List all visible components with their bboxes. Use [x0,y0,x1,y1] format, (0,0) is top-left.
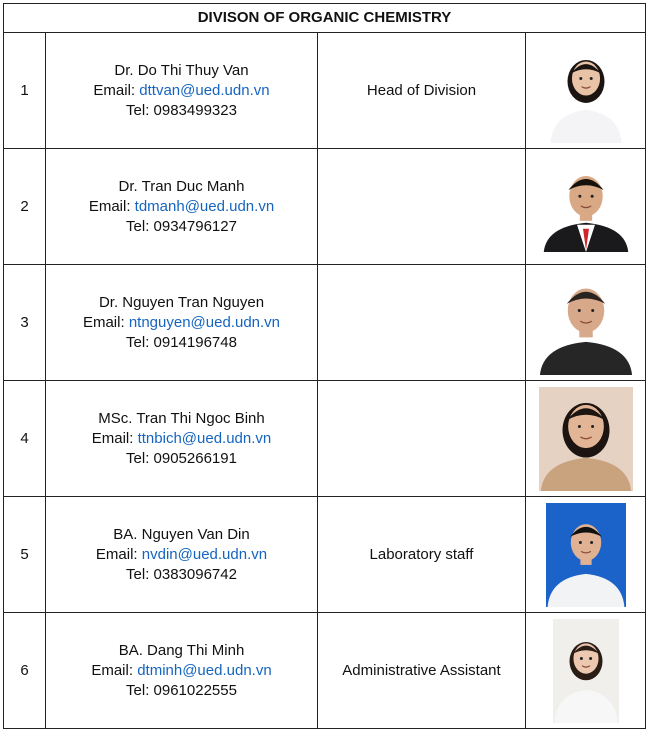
phone-number: 0383096742 [153,565,237,583]
photo-cell [526,265,646,381]
contact-cell [46,497,318,613]
email-line [46,197,317,217]
table-row [4,33,646,149]
table-row [4,613,646,729]
email-label: Email: [93,81,136,99]
portrait-man-shirt-icon [546,503,626,607]
portrait-photo [538,271,634,375]
role-cell: Head of Division [318,33,526,149]
portrait-photo [553,619,619,723]
member-name: Dr. Do Thi Thuy Van [114,61,249,79]
staff-table [3,3,646,729]
portrait-photo [539,387,633,491]
phone-number: 0934796127 [153,217,237,235]
phone-number: 0914196748 [153,333,237,351]
table-row [4,149,646,265]
email-label: Email: [88,197,131,215]
member-name: BA. Nguyen Van Din [113,525,250,543]
tel-label: Tel: [126,449,150,467]
table-row [4,381,646,497]
row-number: 1 [4,33,46,149]
portrait-woman-icon [549,39,623,143]
role-cell [318,149,526,265]
photo-cell [526,613,646,729]
email-line [46,81,317,101]
member-name: BA. Dang Thi Minh [118,641,245,659]
phone-line [46,565,317,585]
row-number: 4 [4,381,46,497]
portrait-photo [542,162,630,252]
portrait-man-jacket-icon [538,271,634,375]
portrait-woman-icon [539,387,633,491]
email-label: Email: [95,545,138,563]
portrait-photo [546,503,626,607]
phone-number: 0983499323 [153,101,237,119]
role-cell: Laboratory staff [318,497,526,613]
portrait-woman-icon [553,619,619,723]
contact-cell [46,33,318,149]
table-title: DIVISON OF ORGANIC CHEMISTRY [4,4,646,33]
phone-line [46,217,317,237]
email-line [46,429,317,449]
email-link[interactable]: nvdin@ued.udn.vn [141,545,268,563]
phone-number: 0961022555 [153,681,237,699]
contact-cell [46,381,318,497]
email-line [46,313,317,333]
email-line [46,661,317,681]
email-link[interactable]: ttnbich@ued.udn.vn [137,429,272,447]
email-label: Email: [91,661,134,679]
row-number: 2 [4,149,46,265]
contact-cell [46,613,318,729]
email-link[interactable]: ntnguyen@ued.udn.vn [128,313,281,331]
role-cell: Administrative Assistant [318,613,526,729]
contact-cell [46,149,318,265]
photo-cell [526,381,646,497]
photo-cell [526,497,646,613]
table-row [4,265,646,381]
email-link[interactable]: dttvan@ued.udn.vn [139,81,270,99]
email-label: Email: [91,429,134,447]
portrait-man-suit-icon [542,162,630,252]
row-number: 5 [4,497,46,613]
email-link[interactable]: tdmanh@ued.udn.vn [134,197,275,215]
member-name: Dr. Nguyen Tran Nguyen [98,293,265,311]
tel-label: Tel: [126,333,150,351]
phone-line [46,333,317,353]
phone-line [46,681,317,701]
tel-label: Tel: [126,681,150,699]
member-name: Dr. Tran Duc Manh [118,177,245,195]
email-link[interactable]: dtminh@ued.udn.vn [137,661,272,679]
photo-cell [526,33,646,149]
table-row [4,497,646,613]
phone-line [46,449,317,469]
tel-label: Tel: [126,217,150,235]
email-label: Email: [82,313,125,331]
row-number: 3 [4,265,46,381]
portrait-photo [549,39,623,143]
role-cell [318,265,526,381]
photo-cell [526,149,646,265]
tel-label: Tel: [126,101,150,119]
member-name: MSc. Tran Thi Ngoc Binh [98,409,265,427]
phone-number: 0905266191 [153,449,237,467]
tel-label: Tel: [126,565,150,583]
row-number: 6 [4,613,46,729]
contact-cell [46,265,318,381]
phone-line [46,101,317,121]
role-cell [318,381,526,497]
email-line [46,545,317,565]
